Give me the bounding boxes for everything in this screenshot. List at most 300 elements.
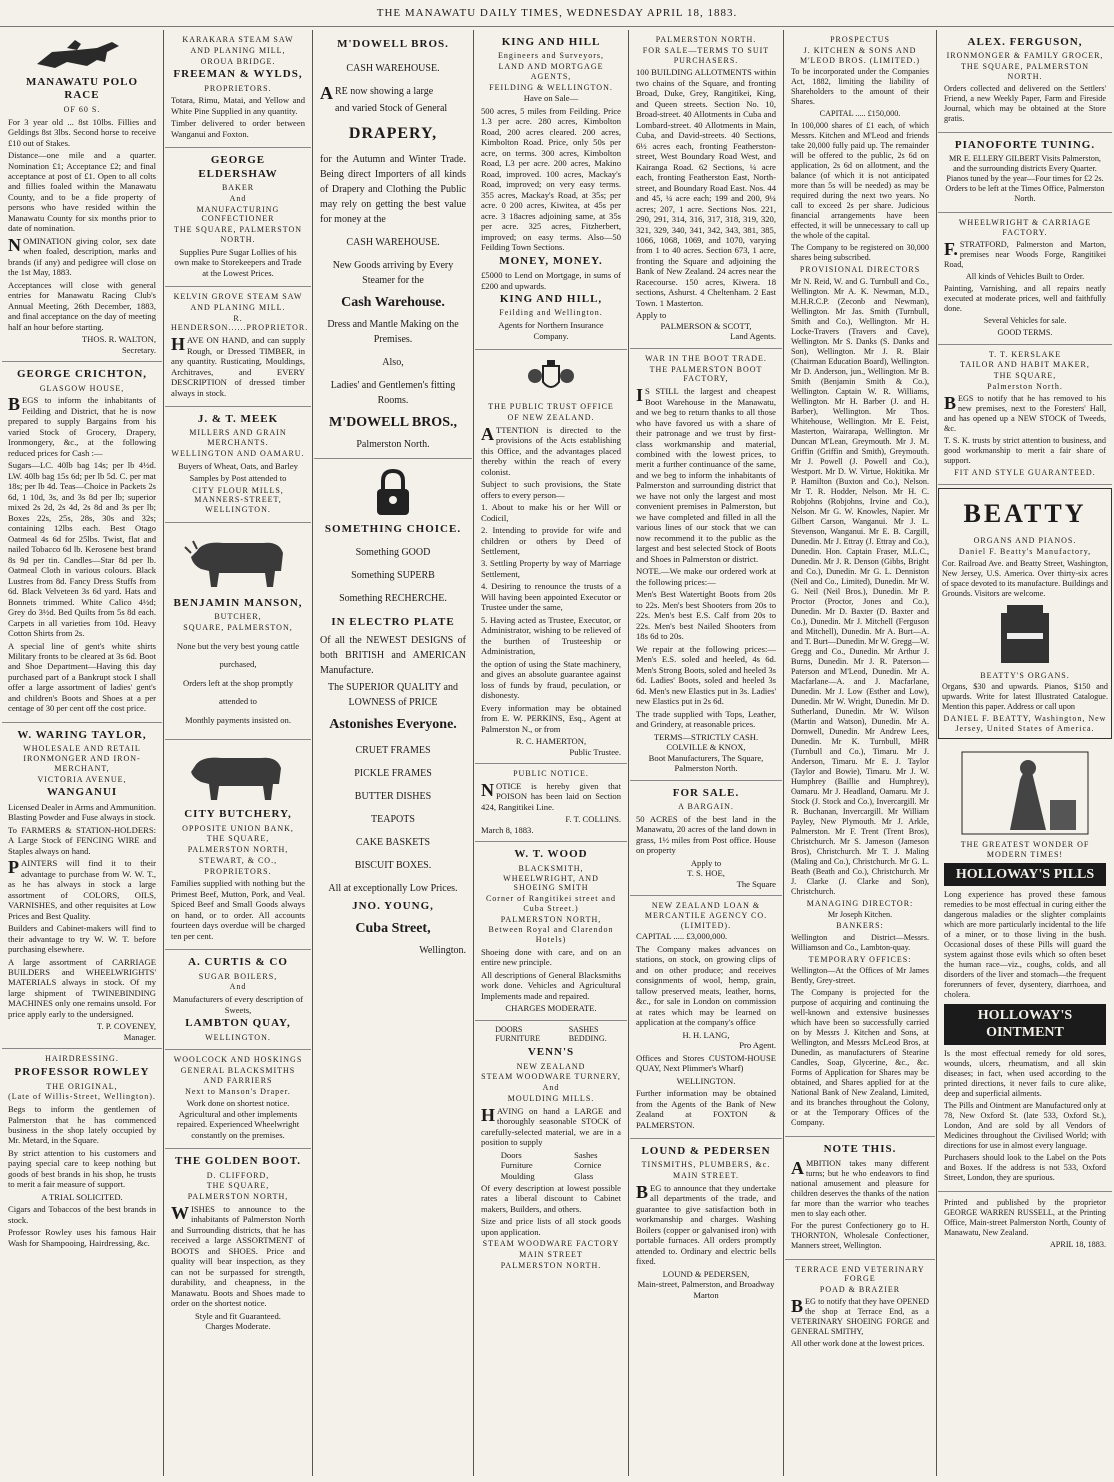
taylor-signature: T. P. COVENEY, — [96, 1021, 156, 1032]
taylor-name: W. WARING TAYLOR, — [17, 728, 147, 741]
elder-conf: MANUFACTURING CONFECTIONER — [196, 204, 280, 224]
beatty-sub: ORGANS AND PIANOS. — [973, 536, 1077, 546]
crichton-ad — [2, 362, 162, 723]
ferg-sub: IRONMONGER & FAMILY GROCER, — [946, 51, 1104, 61]
pros-bankers: BANKERS: — [836, 920, 884, 930]
lound-street: MAIN STREET. — [672, 1171, 740, 1181]
kelvin-sub: AND PLANING MILL. — [190, 302, 286, 312]
kh-loc: FEILDING & WELLINGTON. — [489, 82, 613, 92]
sale-title: FOR SALE. — [672, 786, 740, 799]
venn-furniture: FURNITURE — [495, 1034, 541, 1044]
kh-sub: Engineers and Surveyors, — [498, 51, 604, 61]
ferg-name: ALEX. FERGUSON, — [967, 36, 1083, 48]
hair-name: PROFESSOR ROWLEY — [14, 1066, 150, 1079]
hair-title: HAIRDRESSING. — [45, 1054, 119, 1064]
meek-text: Buyers of Wheat, Oats, and Barley — [178, 460, 298, 471]
sale-text: 50 ACRES of the best land in the Manawatu, 20 acres of the land down in grass, 1½ miles from Post office. House on property — [636, 813, 776, 856]
taylor-ad — [2, 723, 162, 1049]
ps-signature: PALMERSON & SCOTT, — [660, 320, 752, 331]
note-text: AMBITION takes many different turns; but he who endeavors to find national amusement and pleasure for children deserves the thanks of the nation far more than the warrior who teaches men to slay each other. — [791, 1157, 929, 1218]
kh-sub2: LAND AND MORTGAGE AGENTS, — [498, 62, 604, 81]
sale-loc: The Square — [736, 878, 776, 889]
loan-role: Pro Agent. — [739, 1040, 776, 1051]
taylor-builders: Builders and Cabinet-makers will find to their advantage to try W. W. T. before purchasing elsewhere. — [8, 923, 156, 955]
wheel-text2: Painting, Varnishing, and all repairs neatly executed at moderate prices, well and faithfully done. — [944, 283, 1106, 313]
holloway-ointment-text2: The Pills and Ointment are Manufactured only at 78, New Oxford St. (late 533, Oxford St.), London, And are sold by all Vendors of Medicines throughout the Civilised World; with directions for use in almost every language. — [944, 1100, 1106, 1150]
masthead: THE MANAWATU DAILY TIMES, WEDNESDAY APRIL 18, 1883. — [0, 0, 1114, 27]
kers-text: BEGS to notify that he has removed to his new premises, next to the Foresters' Hall, and has opened up a NEW STOCK of Tweeds, &c. — [944, 392, 1106, 433]
pros-prov: PROVISIONAL DIRECTORS — [799, 265, 921, 275]
pros-temp: TEMPORARY OFFICES: — [808, 954, 912, 964]
meek-samples: Samples by Post attended to — [189, 473, 287, 484]
young-astonishes: Astonishes Everyone. — [329, 716, 457, 732]
column-4 — [475, 30, 627, 1478]
golden-boot-ad — [165, 1149, 311, 1337]
crichton-name: GEORGE CRICHTON, — [16, 368, 148, 381]
manson-t4: attended to — [219, 696, 257, 707]
sale-bargain: A BARGAIN. — [678, 801, 734, 811]
column-3 — [314, 30, 472, 1478]
boot-factory-ad — [630, 349, 782, 781]
kers-text2: T. S. K. trusts by strict attention to business, and good workmanship to merit a fair share of support. — [944, 435, 1106, 465]
race-signature: THOS. R. WALTON, — [81, 334, 156, 345]
crichton-prices: Sugars—LC. 40lb bag 14s; per lb 4½d. LW. 40lb bag 15s 6d; per lb 5d. C. per mat 18s; per lb 4d. Teas—Choice in Packets 2s 6d, 1 10d, 3s, and 3s 8d per lb; superior mixed 2s 2d, 2s 4d, 2s 8d and 3s per lb; Boxes 22s, 25s, 28s, 30s and 32s; containing 12lbs each. Best Otago Oatmeal 4s 6d for 25lbs. Twist, flat and nailed Tobacco 6d lb. Kerosene best brand 8s 9d per tin. Candles—Star 8d per lb. Oatmeal Cloth in various colours. Black Lustres from 8d. Fancy Dress Stuffs from 6d. Black Velveteen 3s 6d yard. Hats and Bonnets trimmed. White Calico 4½d; Grey do 3½d. Bed Quilts from 5s 8d each. Carpets in all varieties from 10d. Heavy Cotton Shirts from 2s. — [8, 460, 156, 639]
city-sq: THE SQUARE, — [206, 834, 270, 844]
elder-addr: THE SQUARE, PALMERSTON NORTH. — [173, 225, 302, 244]
venn-steam: STEAM WOODWARE TURNERY, — [481, 1072, 621, 1082]
young-item-3: BUTTER DISHES — [354, 790, 432, 802]
kh-lend: £5000 to Lend on Mortgage, in sums of £200 and upwards. — [481, 270, 621, 291]
beatty-address: DANIEL F. BEATTY, Washington, New Jersey, United States of America. — [943, 714, 1107, 734]
kh-money: MONEY, MONEY. — [499, 254, 603, 267]
mdowell-l3: for the Autumn and Winter Trade. Being direct Importers of all kinds of Drapery and Clothing the Public may rely on getting the best value for money at the — [320, 153, 466, 225]
crichton-note: A special line of gent's white shirts Military fronts to be cleared at 3s 6d. Boot and Shoe Department—Having this day purchased part of a Bankrupt stock I shall offer a large assortment of ladies' gent's and children's Boots and Shoes at a per centage of 30 per cent off the cost price. — [8, 640, 156, 714]
young-item-1: CRUET FRAMES — [355, 744, 431, 756]
trust-signature: R. C. HAMERTON, — [515, 736, 587, 747]
venn-factory: STEAM WOODWARE FACTORY — [482, 1239, 620, 1249]
city-text: Families supplied with nothing but the Primest Beef, Mutton, Pork, and Veal. Spiced Beef and Small Goods always on hand, or to order. All accounts fourteen days overdue will be charged ten per cent. — [171, 878, 305, 941]
manson-t2: purchased, — [219, 659, 257, 670]
venn-nz: NEW ZEALAND — [516, 1061, 586, 1071]
beatty-text2: Organs, $30 and upwards. Pianos, $150 and upwards. Write for latest Illustrated Catalogue. Mention this paper. Address or call upon — [942, 682, 1108, 712]
curtis-ad — [165, 950, 311, 1050]
organ-illustration — [995, 603, 1055, 667]
war-role: Boot Manufacturers, The Square, Palmerston North. — [648, 752, 764, 774]
mdowell-cash-warehouse: Cash Warehouse. — [341, 294, 445, 310]
manson-t1: None but the very best young cattle — [176, 640, 300, 651]
ps-title: FOR SALE—TERMS TO SUIT PURCHASERS. — [642, 45, 770, 65]
young-wellington: Wellington. — [419, 945, 466, 956]
holloway-beware: Purchasers should look to the Label on the Pots and Boxes. If the address is not 533, Oxford Street, London, they are spurious. — [944, 1152, 1106, 1182]
boot-name: D. CLIFFORD, — [206, 1170, 270, 1180]
war-note: NOTE.—We make our ordered work at the following prices:— — [636, 566, 776, 587]
boot-town: PALMERSTON NORTH, — [187, 1192, 289, 1202]
wood-addr: Corner of Rangitikei street and Cuba Street.) — [485, 894, 617, 913]
notice-date: March 8, 1883. — [481, 824, 534, 835]
public-notice-ad — [475, 764, 627, 842]
wool-text: Work done on shortest notice. Agricultural and other implements repaired. Experienced Wheelwright constantly on the premises. — [176, 1098, 300, 1140]
seated-figure-illustration — [960, 750, 1090, 836]
veterinary-ad — [785, 1260, 935, 1357]
prospectus-ad — [785, 30, 935, 1137]
notice-text: NOTICE is hereby given that POISON has been laid on Section 424, Rangitikei Line. — [481, 779, 621, 812]
war-firm: COLVILLE & KNOX, — [666, 742, 746, 753]
pros-bankers-text: Wellington and District—Messrs. Williamson and Co., Lambton-quay. — [791, 932, 929, 952]
ferguson-ad — [938, 30, 1112, 133]
beatty-text: Cor. Railroad Ave. and Beatty Street, Washington, New Jersey, U.S. America. Over thirty-six acres of space devoted to its manufacture. Buildings and Grounds. Visitors are welcome. — [942, 558, 1108, 598]
war-repairs: We repair at the following prices:—Men's E.S. soled and heeled, 4s 6d. Men's Strong Boots, soled and heeled 3s 6d. Ladies' Boots, soled and heeled 3s 6d. Men's new Elastics put in 3s. Ladies' new Elastics put in 2s 6d. — [636, 643, 776, 707]
trust-item-1: 1. About to make his or her Will or Codicil, — [481, 502, 621, 523]
pros-text2: In 100,000 shares of £1 each, of which Messrs. Kitchen and M'Leod and friends take 20,000 fully paid up. The remainder will be offered to the public, 2s 6d on application, 2s 6d on allotment, and the balance (of which it is not anticipated more than 5s will be needed) as may be required during the next two years. No call to exceed 2s per share. Judicious financial arrangements have been effected, it will be unnecessary to call up the whole of the capital. — [791, 121, 929, 241]
pros-title: PROSPECTUS — [830, 35, 890, 44]
vet-text2: All other work done at the lowest prices. — [791, 1338, 925, 1348]
war-prices: Men's Best Watertight Boots from 20s to 22s. Men's best Shooters from 20s to 22s. Men's best E.S. Calf from 20s to 22s. Men's best Nailed Shooters from 18s 6d to 20s. — [636, 589, 776, 642]
taylor-sub: WHOLESALE AND RETAIL IRONMONGER AND IRON-MERCHANT, — [23, 744, 141, 773]
karakara-mill-ad — [165, 30, 311, 148]
wheel-title: WHEELWRIGHT & CARRIAGE FACTORY. — [958, 218, 1092, 237]
trust-item-3: 3. Settling Property by way of Marriage Settlement, — [481, 558, 621, 579]
city-opp: OPPOSITE UNION BANK, — [182, 823, 294, 833]
meek-ad — [165, 407, 311, 523]
crichton-house: GLASGOW HOUSE, — [39, 383, 125, 393]
racehorse-illustration — [27, 38, 137, 72]
trust-text: ATTENTION is directed to the provisions of the Acts establishing this Office, and the advantages placed thereby within the reach of every colonist. — [481, 423, 621, 477]
venn-g3: Moulding — [500, 1170, 535, 1181]
kara-text2: Timber delivered to order between Wanganui and Foxton. — [171, 118, 305, 139]
venn-and: And — [542, 1083, 560, 1093]
taylor-town: WANGANUI — [46, 786, 118, 799]
kara-prop: PROPRIETORS. — [204, 83, 272, 93]
kers-sub: TAILOR AND HABIT MAKER, — [960, 360, 1090, 370]
vet-name: POAD & BRAZIER — [819, 1285, 901, 1295]
kelvin-grove-ad — [165, 287, 311, 407]
young-superb: Something SUPERB — [351, 570, 435, 581]
hairdressing-ad — [2, 1049, 162, 1256]
kers-town: Palmerston North. — [987, 381, 1063, 391]
mdowell-also: Also, — [382, 356, 404, 368]
young-item-5: CAKE BASKETS — [355, 836, 431, 848]
mdowell-cash2: CASH WAREHOUSE. — [346, 236, 440, 248]
taylor-address: VICTORIA AVENUE, — [37, 774, 127, 784]
pros-sub: J. KITCHEN & SONS AND M'LEOD BROS. (LIMITED.) — [800, 45, 920, 65]
venn-doors: DOORS — [495, 1024, 523, 1034]
woolcock-ad — [165, 1050, 311, 1149]
meek-addr: CITY FLOUR MILLS, MANNERS-STREET, WELLINGTON. — [192, 485, 284, 515]
padlock-illustration — [373, 467, 413, 517]
young-ad — [314, 459, 472, 965]
holloway-wonder: THE GREATEST WONDER OF MODERN TIMES! — [960, 839, 1090, 859]
trust-info: Every information may be obtained from E. W. PERKINS, Esq., Agent at Palmerston N., or from — [481, 702, 621, 734]
column-5 — [630, 30, 782, 1478]
taylor-manager: Manager. — [123, 1031, 156, 1042]
hair-text2: By strict attention to his customers and paying special care to keep nothing but goods of best brands in his shop, he trusts to merit a fair measure of support. — [8, 1147, 156, 1190]
kh-sale: Have on Sale— — [523, 93, 579, 104]
pros-md-name: Mr Joseph Kitchen. — [827, 909, 893, 919]
pros-capital: CAPITAL ..... £150,000. — [819, 109, 901, 119]
wood-between: Between Royal and Clarendon Hotels) — [488, 925, 614, 945]
venn-g4: Sashes — [574, 1149, 598, 1160]
beatty-ad — [938, 488, 1112, 738]
eldershaw-ad — [165, 148, 311, 287]
lound-text: BEG to announce that they undertake all departments of the trade, and guarantee to give satisfaction both in workmanship and charges. Washing Boilers (copper or galvanised iron) with portable furnaces. All orders promptly attended to. Ordinary and electric bells fixed. — [636, 1181, 776, 1267]
pros-text: To be incorporated under the Companies Act, 1882, limiting the liability of Shareholders to the amount of their Shares. — [791, 67, 929, 107]
bull-illustration — [183, 531, 293, 593]
young-item-4: TEAPOTS — [371, 813, 415, 825]
wood-sub: BLACKSMITH, WHEELWRIGHT, AND SHOEING SMITH — [503, 863, 599, 893]
city-name: STEWART, & CO., — [198, 855, 278, 865]
young-recherche: Something RECHERCHE. — [339, 593, 447, 604]
ferg-text: Orders collected and delivered on the Settlers' Friend, a new Weekly Paper, Farm and Fireside Journal, which may be obtained at the Store gratis. — [944, 83, 1106, 123]
kelvin-prop: R. HENDERSON......PROPRIETOR. — [171, 313, 309, 333]
beatty-banner: BEATTY'S ORGANS. — [980, 670, 1070, 680]
piano-ad — [938, 133, 1112, 213]
elder-name: GEORGE ELDERSHAW — [198, 154, 278, 180]
elder-and: And — [229, 193, 247, 203]
kers-fit: FIT AND STYLE GUARANTEED. — [954, 467, 1096, 477]
young-item-2: PICKLE FRAMES — [354, 767, 432, 779]
taylor-licence: Licensed Dealer in Arms and Ammunition. Blasting Powder and Fuse always in stock. — [8, 801, 156, 823]
mdowell-l6: Ladies' and Gentlemen's fitting Rooms. — [330, 379, 456, 406]
venn-bedding: BEDDING. — [568, 1034, 607, 1044]
kara-text: Totara, Rimu, Matai, and Yellow and White Pine Supplied in any quantity. — [171, 95, 305, 116]
note-title: NOTE THIS. — [823, 1143, 897, 1156]
manson-name: BENJAMIN MANSON, — [173, 596, 303, 609]
young-name: JNO. YOUNG, — [352, 899, 434, 912]
cow-illustration — [183, 748, 293, 804]
coat-of-arms-emblem — [521, 358, 581, 398]
foxton-info: Further information may be obtained from the Agents of the Bank of New Zealand at FOXTON & PALMERSTON. — [636, 1088, 776, 1130]
curtis-town: WELLINGTON. — [205, 1032, 271, 1042]
kh-name2: KING AND HILL, — [499, 293, 603, 306]
manson-t5: Monthly payments insisted on. — [185, 714, 291, 725]
column-2 — [165, 30, 311, 1478]
pros-md: MANAGING DIRECTOR: — [806, 899, 914, 908]
kh-loc2: Feilding and Wellington. — [499, 308, 603, 318]
boot-sq: THE SQUARE, — [206, 1181, 270, 1191]
race-subtitle: OF 60 S. — [63, 104, 101, 114]
race-acceptance: Acceptances will close with general entries for Manawatu Racing Club's Annual Meeting, 26th December, 1883, and final acceptance on the day of meeting half an hour before starting. — [8, 279, 156, 332]
loan-capital: CAPITAL ..... £3,000,000. — [636, 931, 728, 942]
trust-item-2: 2. Intending to provide for wife and children or others by Deed of Settlement, — [481, 525, 621, 556]
meek-sub: MILLERS AND GRAIN MERCHANTS. — [189, 428, 287, 448]
curtis-name: A. CURTIS & CO — [188, 956, 288, 969]
venn-g1: Doors — [500, 1149, 522, 1160]
curtis-text: Manufacturers of every description of Sweets, — [172, 994, 304, 1015]
wheel-good: GOOD TERMS. — [997, 327, 1053, 337]
race-notice — [2, 30, 162, 362]
wood-text: Shoeing done with care, and on an entire new principle. — [481, 946, 621, 968]
city-town: PALMERSTON NORTH, — [187, 845, 289, 855]
young-sup: The SUPERIOR QUALITY and LOWNESS of PRICE — [328, 681, 458, 708]
wheel-name: F.STRATFORD, Palmerston and Marton, premises near Woods Forge, Rangitikei Road, — [944, 238, 1106, 269]
boot-charges: Charges Moderate. — [205, 1321, 271, 1332]
wood-town: PALMERSTON NORTH, — [500, 914, 602, 924]
pros-temp-text: Wellington—At the Offices of Mr James Bently, Grey-street. — [791, 966, 929, 986]
trust-title: THE PUBLIC TRUST OFFICE — [488, 402, 614, 412]
kh-ins: Agents for Northern Insurance Company. — [498, 320, 604, 341]
hair-original: THE ORIGINAL, — [46, 1081, 118, 1091]
imprint — [938, 1192, 1112, 1256]
curtis-sub: SUGAR BOILERS, — [198, 971, 278, 981]
holloway-pills: HOLLOWAY'S PILLS — [944, 863, 1106, 886]
pros-text3: The Company to be registered on 30,000 shares being subscribed. — [791, 243, 929, 263]
wood-ad — [475, 842, 627, 1020]
holloway-ointment: HOLLOWAY'S OINTMENT — [944, 1004, 1106, 1044]
crichton-intro: BEGS to inform the inhabitants of Feilding and District, that he is now prepared to supply Bargains from his varied Stock of Grocery, Drapery, Ironmongery, &c., at the following reduced prices for Cash :— — [8, 394, 156, 458]
trust-role: Public Trustee. — [569, 746, 621, 757]
mdowell-town: Palmerston North. — [356, 438, 430, 450]
city-butchery-ad — [165, 740, 311, 950]
trust-item-5: 5. Having acted as Trustee, Executor, or Administrator, wishing to be relieved of the burthen of Trusteeship or Administration, — [481, 614, 621, 657]
beatty-firm: Daniel F. Beatty's Manufactory, — [958, 546, 1092, 556]
mdowell-l1: ARE now showing a large — [320, 82, 434, 103]
war-text: IS STILL the largest and cheapest Boot Warehouse in the Manawatu, and we beg to return thanks to all those who have favored us with a share of their patronage and we trust by first-class workmanship and material, combined with the lowest prices, to merit a further continuance of the same, and we beg to inform the inhabitants of Palmerston and surrounding district that we have not only the largest and most convenient premises in Palmerston, but we have completed and filled in all the various lines of our stock that we can now recommend it to the public as the largest and best selected Stock of Boots and Shoes in Palmerston or district. — [636, 385, 776, 564]
war-trade: The trade supplied with Tops, Leather, and Grindery, at reasonable prices. — [636, 708, 776, 730]
trust-sub: OF NEW ZEALAND. — [507, 412, 595, 422]
mdowell-l5: Dress and Mantle Making on the Premises. — [327, 318, 459, 345]
war-title: WAR IN THE BOOT TRADE. — [645, 353, 767, 363]
lound-sub: TINSMITHS, PLUMBERS, &c. — [641, 1160, 771, 1170]
wool-next: Next to Manson's Draper. — [185, 1086, 291, 1096]
ps-apply: Apply to — [636, 310, 667, 321]
venn-text: HAVING on hand a LARGE and thoroughly seasonable STOCK of carefully-selected material, we are in a position to supply — [481, 1104, 621, 1148]
kh-text: 500 acres, 5 miles from Feilding. Price 1.3 per acre. 280 acres, Kimbolton Road, 200 acres cleared. 200 acres, Kimbolton Road. Price, only 50s per acre, on terms. 300 acres, Kimbolton Road, L3 per acre. 200 acres, Makino Road, improved. 100 acres, Mackay's Road, improved; on very easy terms. 355 acres, Mackay's Road, at 35s; per acre. 0 200 acres, Kiwitea, at 45s per acre. 3 18acres adjoining same, at 35s per acre. 325 acres, Fitzherbert, improved; on easy terms. Also—50 Feilding Town Sections. — [481, 105, 621, 253]
ps-role: Land Agents. — [730, 331, 776, 342]
ps-text: 100 BUILDING ALLOTMENTS within two chains of the Square, and fronting Broad, Duke, Grey, Rangitikei, King, and Queen streets. Section No. 10, Broad-street. 40 Allotments in Cuba and Lombard-street. 40 Allotments in Main, Cuba, and David-streets. 40 Sections, 6½ acres each, fronting Featherston-street, West Boundary Road West, and Kairanga Road. 62 Sections, ¼ acre each, fronting Featherston East, North-street, and Boundary Road East. Nos. 44 and 45, ¼ acre each; 199 and 200, 9¼ acres; 207, 1 acre. Sections Nos. 221, 290, 291, 314, 316, 317, 318, 319, 320, 321, 329, 340, 341, 342, 343, 381, 385, 1066, 1068, 1069, and 1070, varying from 1 to 40 acres. Section 673, 1 acre, fronting the Square and adjoining the Bank of New Zealand. 24 acres near the Racecourse. 150 acres, Kiwera. 18 sections, Ashurst. 4 Cheltenham. 2 East Town. 1 Masterton. — [636, 67, 776, 308]
venn-main: MAIN STREET — [519, 1250, 583, 1260]
holloway-ointment-text: Is the most effectual remedy for old sores, wounds, ulcers, rheumatism, and all skin diseases; in fact, when used according to the printed directions, it never fails to cure alike, deep and superficial ailments. — [944, 1048, 1106, 1098]
holloway-ad — [938, 742, 1112, 1192]
note-this-ad — [785, 1137, 935, 1259]
wood-name: W. T. WOOD — [514, 848, 588, 861]
venn-g6: Glass — [574, 1170, 594, 1181]
war-sub: THE PALMERSTON BOOT FACTORY, — [649, 364, 763, 384]
wheelwright-ad — [938, 213, 1112, 345]
young-of: Of all the NEWEST DESIGNS of both BRITISH and AMERICAN Manufacture. — [320, 634, 466, 676]
kers-name: T. T. KERSLAKE — [988, 349, 1062, 359]
foxton-wellington: WELLINGTON. — [676, 1075, 736, 1086]
venn-mould: MOULDING MILLS. — [507, 1093, 595, 1103]
foxton-text: Offices and Stores CUSTOM-HOUSE QUAY, Next Plimmer's Wharf) — [636, 1052, 776, 1074]
young-electro: IN ELECTRO PLATE — [331, 616, 455, 628]
meek-loc: WELLINGTON AND OAMARU. — [171, 448, 305, 458]
vet-text: BEG to notify that they have OPENED the shop at Terrace End, as a VETERINARY SHOEING FORGE and GENERAL SMITHY, — [791, 1295, 929, 1336]
mdowell-drapery: DRAPERY, — [348, 124, 438, 142]
city-prop: PROPRIETORS. — [204, 866, 272, 876]
king-hill-ad — [475, 30, 627, 350]
taylor-carriage: A large assortment of CARRIAGE BUILDERS and WHEELWRIGHTS' MATERIALS always in stock. Of my large shipment of TWINEBINDING MACHINES only one remains unsold. For price apply early to the undersigned. — [8, 956, 156, 1019]
trust-subject: Subject to such provisions, the State offers to every person— — [481, 479, 621, 500]
young-low: All at exceptionally Low Prices. — [328, 882, 458, 894]
elder-role: BAKER — [221, 183, 255, 193]
kara-name: FREEMAN & WYLDS, — [173, 68, 303, 81]
note-text2: For the purest Confectionery go to H. THORNTON, Wholesale Confectioner, Manners street, Wellington. — [791, 1220, 929, 1250]
beatty-title: BEATTY — [963, 499, 1087, 529]
lound-loc: Main-street, Palmerston, and Broadway Marton — [637, 1279, 775, 1300]
hair-shampoo: Professor Rowley uses his famous Hair Wash for Shampooing, Hairdressing, &c. — [8, 1227, 156, 1248]
lound-ad — [630, 1139, 782, 1306]
wool-name: WOOLCOCK AND HOSKINGS — [173, 1055, 303, 1065]
kelvin-text: HAVE ON HAND, and can supply Rough, or Dressed TIMBER, in any quantity. Rusticating, Mouldings, Architraves, and EVERY DESCRIPTION of dressed timber always in stock. — [171, 334, 305, 398]
venn-name: VENN'S — [527, 1046, 575, 1059]
kelvin-title: KELVIN GROVE STEAM SAW — [173, 292, 303, 302]
holloway-pills-text: Long experience has proved these famous remedies to be most effectual in curing either the dangerous maladies or the slighter complaints which are more particularly incidental to the life of a miner, or to those living in the bush. Occasional doses of these Pills will guard the system against those evils which so often beset the human race—viz., coughs, colds, and all disorders of the liver and stomach—the frequent forerunners of fever, dysentery, diarrhoea, and cholera. — [944, 890, 1106, 1000]
curtis-addr: LAMBTON QUAY, — [185, 1017, 291, 1030]
elder-text: Supplies Pure Sugar Lollies of his own make to Storekeepers and Trade at the Lowest Prices. — [174, 246, 302, 278]
race-nomination: NOMINATION giving color, sex date when foaled, description, marks and brands (if any) and pedigree will close on the 1st May, 1883. — [8, 234, 156, 278]
trust-item-4: 4. Desiring to renounce the trusts of a Will having been appointed Executor or Trustee under the same, — [481, 581, 621, 613]
venn-sashes: SASHES — [568, 1024, 599, 1034]
vet-title: TERRACE END VETERINARY FORGE — [795, 1264, 925, 1284]
notice-title: PUBLIC NOTICE. — [513, 769, 589, 779]
kers-sq: THE SQUARE, — [993, 371, 1057, 381]
wood-charges: CHARGES MODERATE. — [505, 1003, 597, 1014]
kara-title: KARAKARA STEAM SAW — [182, 35, 294, 44]
wool-sub: GENERAL BLACKSMITHS AND FARRIERS — [180, 1066, 296, 1085]
kh-name: KING AND HILL — [501, 36, 601, 48]
venn-goods — [481, 1150, 621, 1181]
column-7 — [938, 30, 1112, 1478]
wood-text2: All descriptions of General Blacksmiths work done. Vehicles and Agricultural Implements made and repaired. — [481, 969, 621, 1001]
notice-signature: F. T. COLLINS. — [565, 814, 621, 825]
kara-sub: AND PLANING MILL, — [190, 45, 286, 55]
mdowell-firm2: M'DOWELL BROS., — [329, 414, 457, 430]
loan-agency-ad — [630, 896, 782, 1139]
curtis-and: And — [229, 982, 247, 992]
kara-loc: OROUA BRIDGE. — [200, 56, 276, 66]
column-1 — [2, 30, 162, 1478]
loan-signature: H. H. LANG, — [682, 1029, 730, 1040]
wheel-text3: Several Vehicles for sale. — [983, 315, 1067, 325]
race-title: MANAWATU POLO RACE — [25, 76, 139, 102]
lound-name: LOUND & PEDERSEN — [641, 1145, 771, 1158]
pros-directors: Mr N. Reid, W. and G. Turnbull and Co., Wellington. Mr A. K. Newman, M.D., M.H.R.C.P. (Zeconb and Newman), Wellington. Mr Jas. Smith (Turnbull, Smith and Co.), Wellington. Mr H. Locke-Travers (Travers and Cave), Wellington. Mr S. Danks (S. Danks and Son), Wellington. Mr J. R. Blair (Chairman Education Board), Wellington. Mr D. Anderson, jun., Wellington. Mr B. Smith (Benjamin Smith & Co.), Wellington. Captain W. R. Williams, Wellington. Mr H. Barber (J. and H. Barber), Wellington. Mr Thos. Whitehouse, Wellington. Mr E. Feist, Masterton, Wairarapa, Wellington. Mr Duncan M'Lean, Greymouth. Mr J. M. Griffin (Griffin and Smith), Greymouth. Mr J. Powell (J. Powell and Co.), Westport. Mr D. W. Virtue, Hokitika. Mr P. Hamilton (Buxton and Co.), Nelson. Mr T. R. Hodder, Nelson. Mr H. C. Robjohns (Robjohns, Irvine and Co.), Nelson. Mr G. W. Knowles, Napier. Mr Gilbert Carson, Wanganui. Mr J. L. Stevenson, Wanganui. Mr E. B. Cargill, Dunedin. Mr J. Ettray (J. Ettray and Co.), Dunedin. Hon. Captain Fraser, M.L.C., Dunedin. Mr J. R. Denson (Gibbs, Bright and Co.), Dunedin. Mr G. L. Denniston (Neil and Co., Limited), Dunedin. Mr W. G. Neil (Neil Bros.), Dunedin. Mr P. Proctor (Proctor, Jones and Co.), Dunedin. Mr D. Baxter (D. Baxter and Co.), Dunedin. Mr J. Mitchell (Ferguson and Mitchell), Dunedin. Mr A. Burt—A. and T. Burt—Dunedin. Mr W. Gregg—W. Gregg and Co., Dunedin. Mr Arthur J. Burns, Dunedin. Mr J. R. Paterson—Paterson and M'Leod, Dunedin. Mr A. Macfarlane—A. and J. Macfarlane, Dunedin. Mr J. Low (Esther and Low), Dunedin. Mr W. Wright, Dunedin. Mr D. Sutherland, Dunedin. Mr W. Wilson (Martin and Watson), Dunedin. Mr A. Dornwell, Dunedin. Mr Andrew Lees, Dunedin. Mr K. Turnbull, MHR (Turnbull and Co.), Timaru. Mr J. Anderson, Timaru. Mr E. J. Taylor (Taylor and Bowie), Timaru. Mr J. W. Humphrey (Baillie and Humphrey), Oamaru. Mr J. Headland, Oamaru. Mr J. Stock (J. Stock and Co.), Invercargill. Mr R. Buchanan, Invercargill. Mr William Payley, New Plymouth. Mr J. Arkle, Palmerston. Mr F. Trent (Trent Bros), Christchurch. Mr S. Jameson (Jameson Bros), Christchurch. Mr T. J. Maling (Maling and Co.), Christchurch. Mr G. L. Beath (Beath and Co.), Christchurch. Mr J. Clarke (J. Clarke and Son), Christchurch. — [791, 277, 929, 896]
trust-after: the option of using the State machinery, and gives an absolute guarantee against loss of funds by fraud, peculation, or dishonesty. — [481, 658, 621, 701]
hair-late: (Late of Willis-Street, Wellington). — [8, 1092, 156, 1102]
hair-text: Begs to inform the gentlemen of Palmerston that he has commenced business in the shop lately occupied by Mr. Metard, in the Square. — [8, 1104, 156, 1146]
hair-trial: A TRIAL SOLICITED. — [41, 1191, 123, 1202]
manson-ad — [165, 523, 311, 740]
mdowell-l4: New Goods arriving by Every Steamer for the — [332, 259, 454, 286]
venn-text2: Of every description at lowest possible rates a liberal discount to Cabinet makers, Builders, and others. — [481, 1182, 621, 1214]
imprint-date: APRIL 18, 1883. — [1049, 1239, 1106, 1249]
sale-signature: T. S. HOE, — [687, 868, 725, 879]
loan-text: The Company makes advances on stations, on stock, on growing clips of and on other produce; and receives consignments of wool, hemp, grain, tallow preserved meats, leather, horns, &c., for sale in London on commission at rates which may be learned on application at the company's office — [636, 943, 776, 1028]
column-6 — [785, 30, 935, 1478]
sale-apply: Apply to — [690, 857, 722, 868]
taylor-painters: PAINTERS will find it to their advantage to purchase from W. W. T., as he has always in stock a large assortment of COLORS, OILS, VARNISHES, and other requisites at Low Prices and Best Quality. — [8, 857, 156, 921]
piano-title: PIANOFORTE TUNING. — [954, 138, 1096, 151]
mdowell-l2: and varied Stock of General — [335, 102, 448, 114]
ps-loc: PALMERSTON NORTH. — [655, 35, 757, 44]
taylor-farmers: To FARMERS & STATION-HOLDERS: A Large Stock of FENCING WIRE and Staples always on hand. — [8, 824, 156, 856]
venn-town: PALMERSTON NORTH. — [500, 1260, 602, 1270]
young-item-6: BISCUIT BOXES. — [354, 859, 432, 871]
venn-header — [481, 1025, 621, 1045]
palmerston-sale-ad — [630, 30, 782, 349]
hair-cigars: Cigars and Tobaccos of the best brands in stock. — [8, 1204, 156, 1225]
lound-signature: LOUND & PEDERSEN, — [662, 1268, 750, 1279]
imprint-text: Printed and published by the proprietor GEORGE WARREN RUSSELL, at the Printing Office, Main-street Palmerston North, County of Manawatu, New Zealand. — [944, 1197, 1106, 1237]
manson-t3: Orders left at the shop promptly — [182, 677, 294, 688]
ferg-loc: THE SQUARE, PALMERSTON NORTH. — [960, 62, 1089, 81]
young-choice: SOMETHING CHOICE. — [324, 522, 462, 535]
race-distance: Distance—one mile and a quarter. Nomination £1; Acceptance £2; and final acceptance at post of £1. Open to all colts and fillies foaled within the Manawatu County, and to be a fide property of persons who have resided within the Manawatu County for six months prior to date of nomination. — [8, 150, 156, 234]
race-secretary: Secretary. — [121, 344, 156, 355]
boot-style: Style and fit Guaranteed. — [195, 1310, 281, 1321]
manson-role: BUTCHER, — [214, 612, 262, 622]
meek-name: J. & T. MEEK — [197, 413, 279, 426]
